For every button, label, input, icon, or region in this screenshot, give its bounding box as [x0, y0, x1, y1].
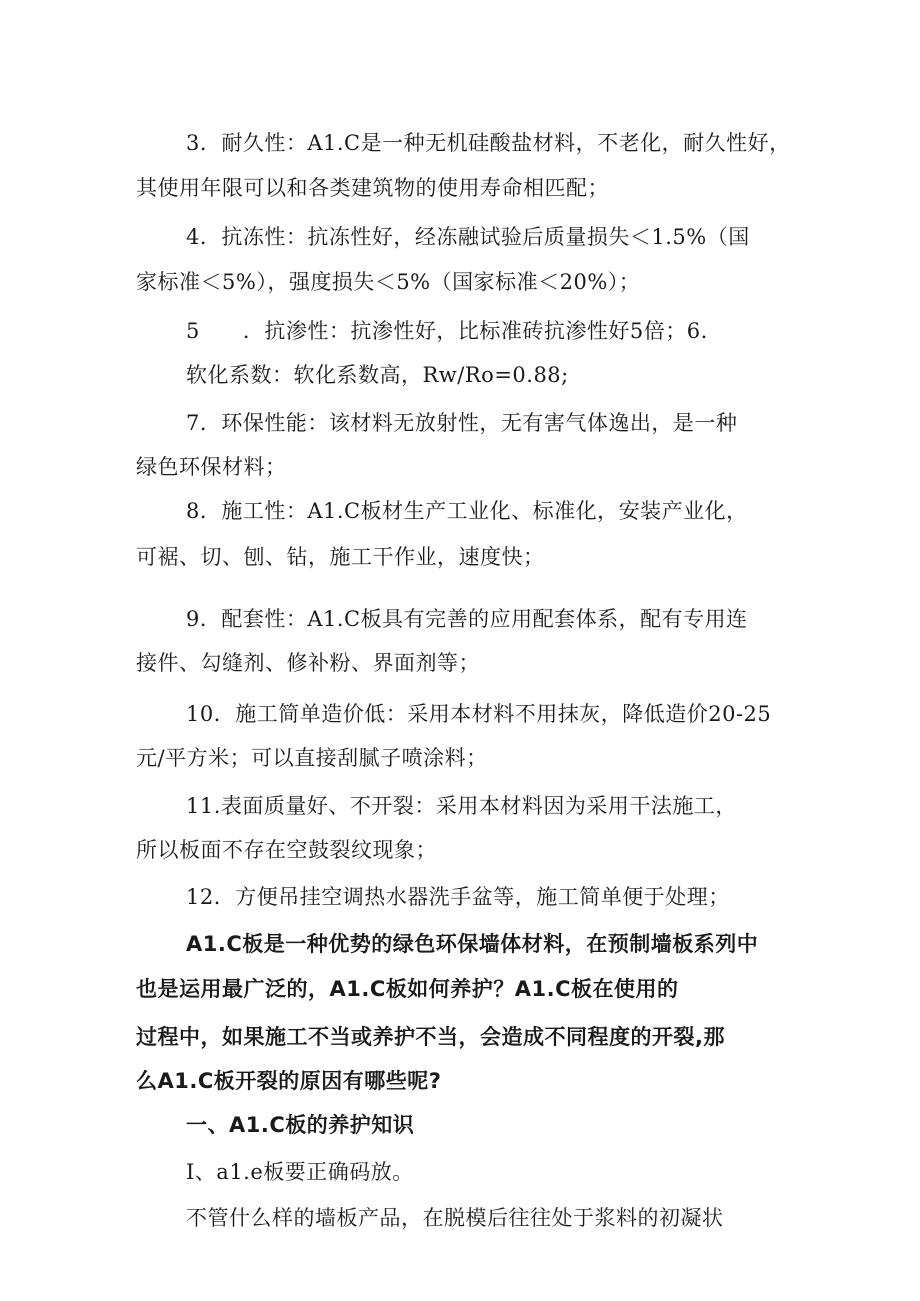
item-12-line: 12．方便吊挂空调热水器洗手盆等，施工简单便于处理； — [186, 885, 730, 909]
item-7-line-2: 绿色环保材料； — [136, 455, 287, 479]
item-11-line-1: 11.表面质量好、不开裂：采用本材料因为采用干法施工， — [186, 794, 737, 818]
summary-line-4: 么A1.C板开裂的原因有哪些呢? — [136, 1069, 442, 1093]
summary-line-1: A1.C板是一种优势的绿色环保墙体材料，在预制墙板系列中 — [186, 932, 759, 956]
summary-line-2: 也是运用最广泛的，A1.C板如何养护？A1.C板在使用的 — [136, 977, 679, 1001]
item-4-line-2: 家标准＜5%），强度损失＜5%（国家标准＜20%）； — [136, 270, 641, 294]
item-3-line-1: 3．耐久性：A1.C是一种无机硅酸盐材料，不老化，耐久性好， — [186, 131, 791, 155]
item-8-line-2: 可裾、切、刨、钻，施工干作业，速度快； — [136, 545, 545, 569]
item-3-line-2: 其使用年限可以和各类建筑物的使用寿命相匹配； — [136, 176, 609, 200]
item-10-line-1: 10．施工简单造价低：采用本材料不用抹灰，降低造价20-25 — [186, 702, 772, 726]
item-9-line-2: 接件、勾缝剂、修补粉、界面剂等； — [136, 651, 480, 675]
section-heading: 一、A1.C板的养护知识 — [186, 1113, 415, 1137]
item-8-line-1: 8．施工性：A1.C板材生产工业化、标准化，安装产业化， — [186, 499, 748, 523]
item-9-line-1: 9．配套性：A1.C板具有完善的应用配套体系，配有专用连 — [186, 607, 748, 631]
subsection-item-1: I、a1.e板要正确码放。 — [186, 1160, 414, 1184]
item-10-line-2: 元/平方米；可以直接刮腻子喷涂料； — [136, 746, 488, 770]
item-7-line-1: 7．环保性能：该材料无放射性，无有害气体逸出，是一种 — [186, 411, 738, 435]
summary-line-3: 过程中，如果施工不当或养护不当，会造成不同程度的开裂,那 — [136, 1025, 725, 1049]
item-11-line-2: 所以板面不存在空鼓裂纹现象； — [136, 838, 437, 862]
body-paragraph-line: 不管什么样的墙板产品，在脱模后往往处于浆料的初凝状 — [186, 1206, 724, 1230]
item-4-line-1: 4．抗冻性：抗冻性好，经冻融试验后质量损失＜1.5%（国 — [186, 225, 750, 249]
item-5-line: 5 ．抗渗性：抗渗性好，比标准砖抗渗性好5倍；6. — [186, 319, 708, 343]
item-6-line: 软化系数：软化系数高，Rw/Ro=0.88; — [186, 363, 569, 387]
